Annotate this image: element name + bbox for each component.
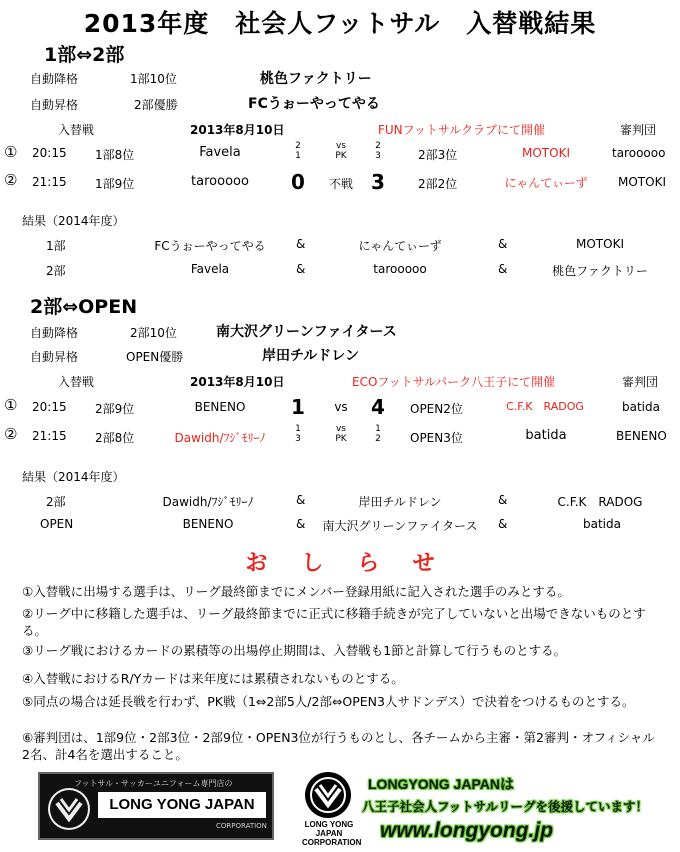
notice-item: ⑥審判団は、1部9位・2部3位・2部9位・OPEN3位が行うものとし、各チームから主審・第2審判・オフィシャル2名、計4名を選出すること。 [22, 730, 655, 762]
away-rank: 2部3位 [418, 148, 458, 162]
result-team: FCうぉーやってやる [154, 239, 266, 253]
away-score: 4 [371, 395, 385, 419]
match-time: 20:15 [32, 400, 67, 414]
section2-heading: 2部⇔OPEN [30, 296, 138, 318]
vs-pk-label: vs PK [335, 141, 347, 161]
longyong-logo[interactable] [38, 772, 274, 840]
notice-item: ③リーグ戦におけるカードの累積等の出場停止期間は、入替戦も1節と計算して行うものとする。 [22, 643, 567, 658]
playoff-label: 入替戦 [58, 123, 95, 137]
referee-header: 審判団 [622, 375, 659, 389]
result-team: batida [583, 517, 621, 531]
result-division: 1部 [46, 239, 66, 253]
away-team: にゃんてぃーず [504, 176, 588, 190]
logo-main-text: LONG YONG JAPAN [98, 792, 266, 818]
logo-corp-text: CORPORATION [216, 822, 267, 830]
home-rank: 2部8位 [95, 431, 135, 445]
promo-line2: 八王子社会人フットサルリーグを後援しています！ [362, 800, 649, 814]
promotion-rank: OPEN優勝 [126, 350, 184, 364]
home-rank: 2部9位 [95, 402, 135, 416]
results-label: 結果（2014年度） [22, 214, 125, 228]
longyong-emblem-icon [48, 788, 90, 830]
away-rank: 2部2位 [418, 177, 458, 191]
result-team: MOTOKI [576, 237, 624, 251]
away-rank: OPEN3位 [410, 431, 463, 445]
result-team: BENENO [182, 517, 234, 531]
relegation-rank: 2部10位 [130, 326, 177, 340]
notice-item: ②リーグ中に移籍した選手は、リーグ最終節までに正式に移籍手続きが完了していないと出場できないものとする。 [22, 606, 646, 638]
match-number: ① [4, 143, 18, 161]
notice-item: ①入替戦に出場する選手は、リーグ最終節までにメンバー登録用紙に記入された選手のみとする。 [22, 584, 570, 599]
referee-header: 審判団 [620, 123, 657, 137]
home-team: Favela [199, 145, 241, 160]
result-division: 2部 [46, 495, 66, 509]
result-division: OPEN [40, 517, 74, 531]
promo-url-link[interactable]: www.longyong.jp [380, 819, 554, 842]
relegation-rank: 1部10位 [130, 72, 177, 86]
ampersand: & [498, 517, 508, 531]
result-team: C.F.K RADOG [557, 495, 643, 509]
playoff-label: 入替戦 [58, 375, 95, 389]
away-team: C.F.K RADOG [506, 400, 584, 413]
result-team: 岸田チルドレン [358, 495, 442, 509]
promo-line1: LONGYONG JAPANは [368, 776, 514, 792]
notice-item: ⑤同点の場合は延長戦を行わず、PK戦（1⇔2部5人/2部⇔OPEN3人サドンデス）で決着をつけるものとする。 [22, 694, 635, 709]
match-number: ② [4, 171, 18, 189]
relegation-label: 自動降格 [30, 72, 79, 86]
result-team: tarooooo [373, 262, 427, 276]
ampersand: & [296, 493, 306, 507]
page-title: 2013年度 社会人フットサル 入替戦結果 [83, 9, 597, 38]
longyong-round-emblem-icon [305, 772, 351, 818]
relegation-label: 自動降格 [30, 326, 79, 340]
ampersand: & [498, 493, 508, 507]
match-time: 20:15 [32, 146, 67, 160]
result-team: Favela [190, 262, 230, 276]
match-time: 21:15 [32, 429, 67, 443]
playoff-venue: ECOフットサルパーク八王子にて開催 [352, 375, 556, 389]
relegation-team: 桃色ファクトリー [260, 71, 372, 87]
ampersand: & [498, 237, 508, 251]
promotion-team: 岸田チルドレン [262, 348, 359, 364]
result-division: 2部 [46, 264, 66, 278]
home-score: 1 [291, 395, 305, 419]
result-team: 桃色ファクトリー [552, 264, 648, 278]
forfeit-label: 不戦 [328, 177, 353, 191]
result-team: Dawidh/ﾌｼﾞﾓﾘｰﾉ [162, 495, 254, 509]
home-score: 0 [291, 170, 305, 194]
playoff-date: 2013年8月10日 [190, 375, 285, 389]
section1-heading: 1部⇔2部 [44, 44, 125, 66]
notice-heading: おしらせ [245, 551, 469, 576]
home-team: tarooooo [191, 174, 249, 189]
promotion-label: 自動昇格 [30, 98, 79, 112]
referee: MOTOKI [618, 175, 666, 189]
playoff-date: 2013年8月10日 [190, 123, 285, 137]
promotion-label: 自動昇格 [30, 350, 79, 364]
home-team: BENENO [194, 400, 246, 414]
away-score: 2 3 [375, 141, 381, 161]
home-rank: 1部8位 [95, 148, 135, 162]
promotion-team: FCうぉーやってやる [248, 96, 380, 112]
away-team: MOTOKI [522, 146, 570, 160]
ampersand: & [296, 517, 306, 531]
away-rank: OPEN2位 [410, 402, 463, 416]
home-score: 1 3 [295, 424, 301, 444]
referee: tarooooo [612, 146, 666, 160]
match-number: ① [4, 396, 18, 414]
ampersand: & [296, 262, 306, 276]
referee: batida [622, 400, 660, 414]
away-team: batida [525, 428, 567, 443]
vs-label: vs [334, 400, 348, 414]
relegation-team: 南大沢グリーンファイタース [216, 324, 397, 340]
notice-item: ④入替戦におけるR/Yカードは来年度には累積されないものとする。 [22, 671, 404, 686]
home-team: Dawidh/ﾌｼﾞﾓﾘｰﾉ [174, 431, 266, 445]
match-time: 21:15 [32, 175, 67, 189]
ampersand: & [498, 262, 508, 276]
logo-subtitle: フットサル・サッカーユニフォーム専門店の [74, 779, 233, 788]
away-score: 3 [371, 170, 385, 194]
vs-pk-label: vs PK [335, 424, 347, 444]
referee: BENENO [616, 429, 667, 443]
home-rank: 1部9位 [95, 177, 135, 191]
sponsor-promo [362, 774, 662, 843]
away-score: 1 2 [375, 424, 381, 444]
emblem-caption: LONG YONG JAPAN CORPORATION [302, 820, 362, 847]
ampersand: & [296, 237, 306, 251]
promotion-rank: 2部優勝 [134, 98, 178, 112]
results-label: 結果（2014年度） [22, 470, 125, 484]
playoff-venue: FUNフットサルクラブにて開催 [378, 123, 545, 137]
home-score: 2 1 [295, 141, 301, 161]
match-number: ② [4, 425, 18, 443]
result-team: にゃんてぃーず [358, 239, 442, 253]
result-team: 南大沢グリーンファイタース [322, 519, 478, 533]
